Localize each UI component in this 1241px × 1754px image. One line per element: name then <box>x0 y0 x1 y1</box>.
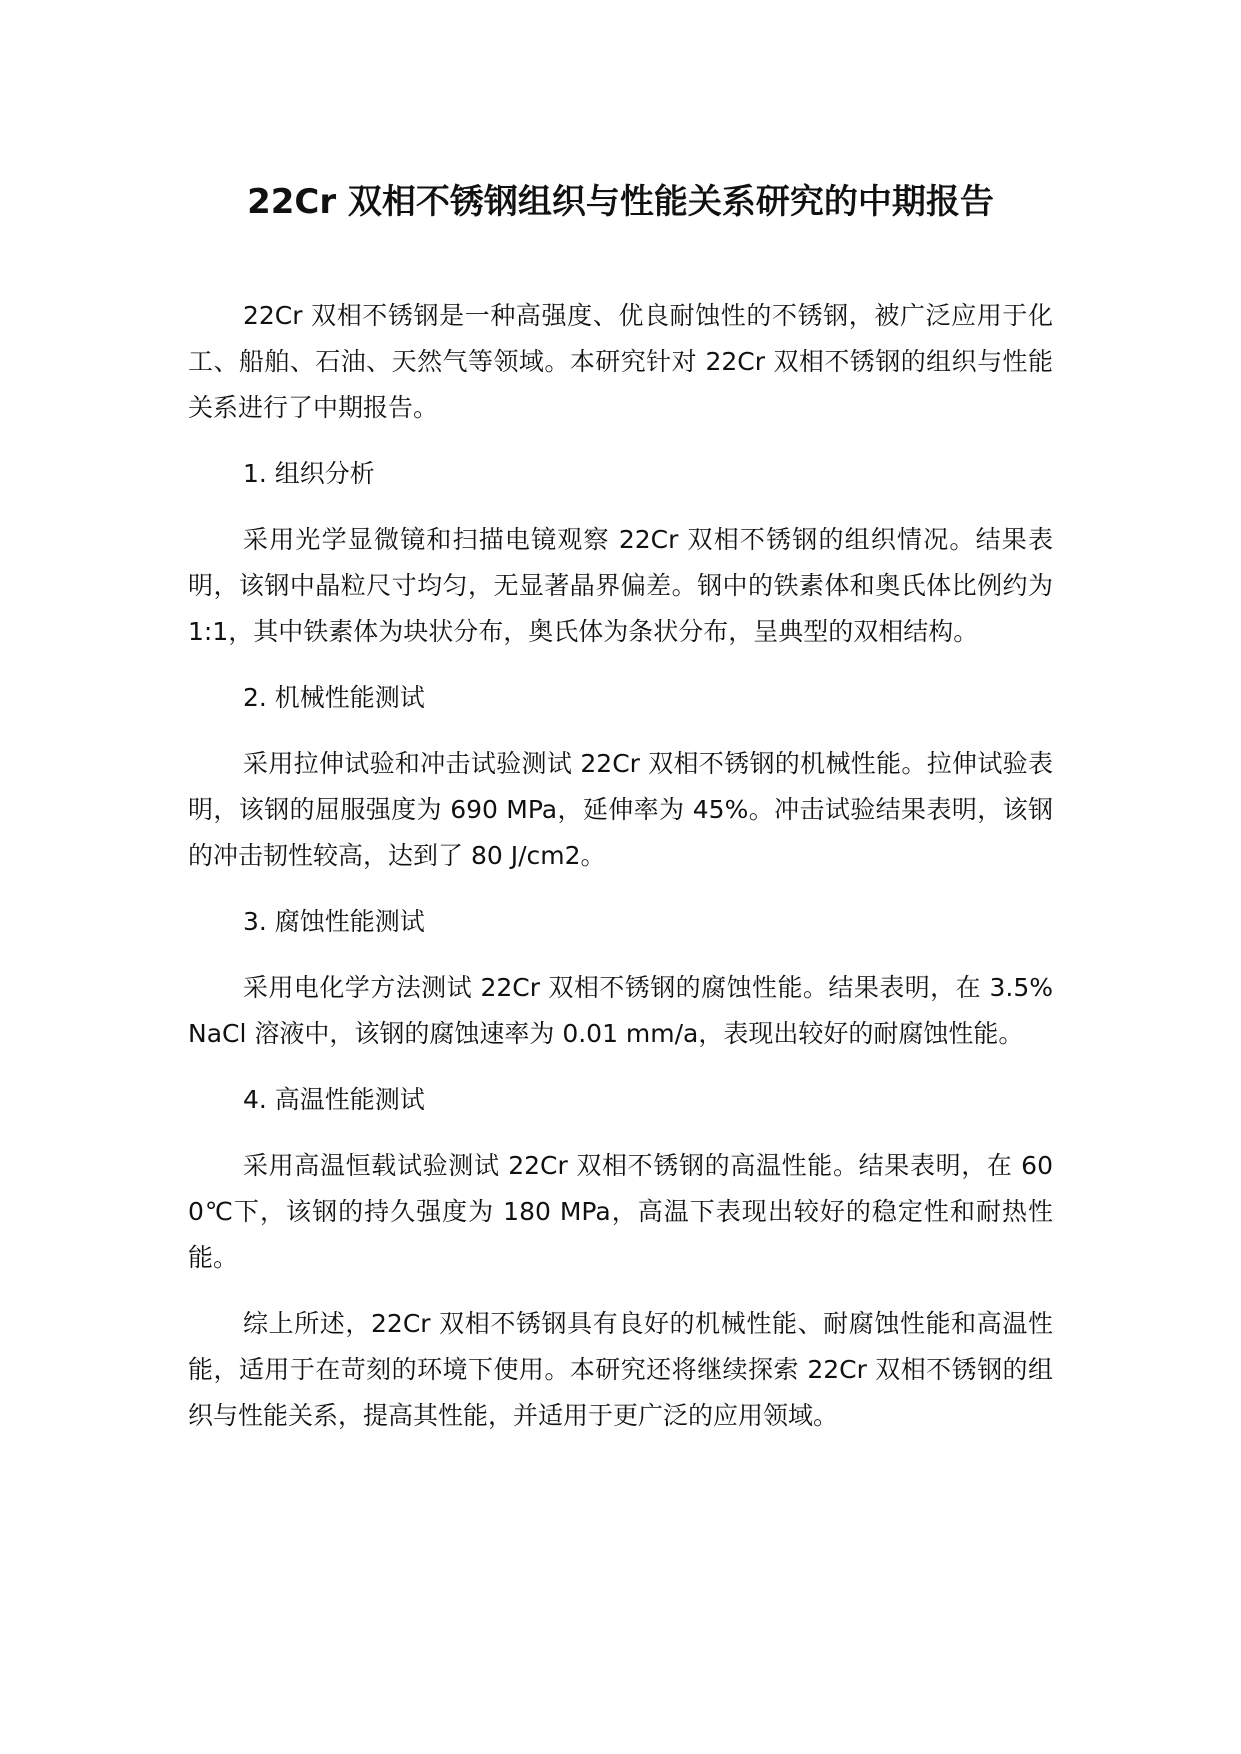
section-text-structure: 采用光学显微镜和扫描电镜观察 22Cr 双相不锈钢的组织情况。结果表明，该钢中晶粒尺寸均匀，无显著晶界偏差。钢中的铁素体和奥氏体比例约为 1:1，其中铁素体为块状分布，奥氏体为条状分布，呈典型的双相结构。 <box>188 525 1053 646</box>
conclusion-paragraph: 综上所述，22Cr 双相不锈钢具有良好的机械性能、耐腐蚀性能和高温性能，适用于在苛刻的环境下使用。本研究还将继续探索 22Cr 双相不锈钢的组织与性能关系，提高其性能，并适用于更广泛的应用领域。 <box>188 1309 1053 1430</box>
section-heading-mechanical: 2. 机械性能测试 <box>243 683 425 712</box>
section-heading-structure: 1. 组织分析 <box>243 459 375 488</box>
section-text-mechanical: 采用拉伸试验和冲击试验测试 22Cr 双相不锈钢的机械性能。拉伸试验表明，该钢的屈服强度为 690 MPa，延伸率为 45%。冲击试验结果表明，该钢的冲击韧性较高，达到了 80 J/cm2。 <box>188 749 1053 870</box>
document-body <box>188 293 1053 1459</box>
section-heading-high-temperature: 4. 高温性能测试 <box>243 1085 425 1114</box>
document-title: 22Cr 双相不锈钢组织与性能关系研究的中期报告 <box>247 182 994 222</box>
section-text-high-temperature: 采用高温恒载试验测试 22Cr 双相不锈钢的高温性能。结果表明，在 600℃下，该钢的持久强度为 180 MPa，高温下表现出较好的稳定性和耐热性能。 <box>188 1151 1053 1272</box>
section-heading-corrosion: 3. 腐蚀性能测试 <box>243 907 425 936</box>
section-text-corrosion: 采用电化学方法测试 22Cr 双相不锈钢的腐蚀性能。结果表明，在 3.5% NaCl 溶液中，该钢的腐蚀速率为 0.01 mm/a，表现出较好的耐腐蚀性能。 <box>188 973 1053 1048</box>
intro-paragraph: 22Cr 双相不锈钢是一种高强度、优良耐蚀性的不锈钢，被广泛应用于化工、船舶、石油、天然气等领域。本研究针对 22Cr 双相不锈钢的组织与性能关系进行了中期报告。 <box>188 301 1053 422</box>
